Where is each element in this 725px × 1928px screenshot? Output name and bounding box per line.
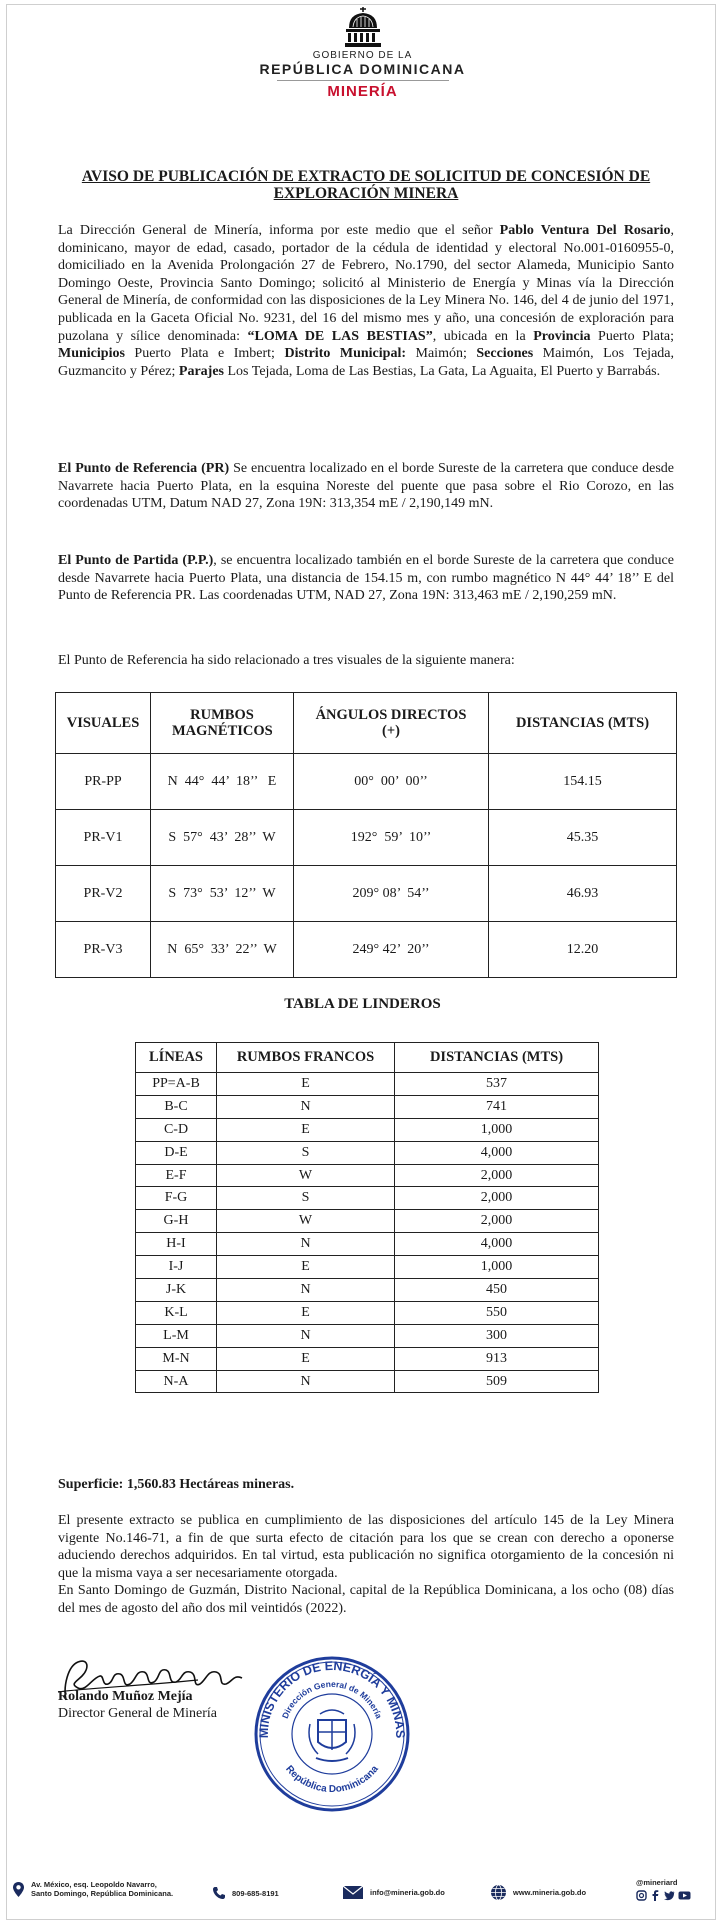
bearing-cell: E [217,1073,395,1096]
table-row [136,1301,599,1324]
line-cell: E-F [136,1164,217,1187]
line-cell: G-H [136,1210,217,1233]
globe-icon [490,1884,507,1901]
table-row [136,1324,599,1347]
table-row [136,1073,599,1096]
bearing-cell: S [217,1141,395,1164]
table-row: PR-V1 S 57° 43’ 28’’ W 192° 59’ 10’’ 45.35 [56,810,677,866]
col-lineas: LÍNEAS [136,1043,217,1073]
line-cell: PP=A-B [136,1073,217,1096]
ministry-name: MINERÍA [327,83,398,100]
bearing-cell: N [217,1279,395,1302]
distance-cell: 4,000 [395,1141,599,1164]
closing-text: El presente extracto se publica en cumplimiento de las disposiciones del artículo 145 de la Ley Minera vigente No.146-71, a fin de que surta efecto de citación para los que se crean con derecho a oponerse aduciendo derechos adquiridos. En tal virtud, esta publicación no significa otorgamiento de la concesión ni que la misma vaya a ser necesariamente otorgada. [58,1513,674,1581]
place-date-text: En Santo Domingo de Guzmán, Distrito Nacional, capital de la República Dominicana, a los ocho (08) días del mes de agosto del año dos mil veintidós (2022). [58,1583,674,1616]
line-cell: F-G [136,1187,217,1210]
distance-cell: 1,000 [395,1118,599,1141]
title-line-2: EXPLORACIÓN MINERA [273,185,459,202]
bearing-cell: W [217,1164,395,1187]
table-row [136,1370,599,1393]
header-divider [277,80,449,81]
p1-text-a: La Dirección General de Minería, informa por este medio que el señor [58,223,500,238]
p1-text-m: Maimón, Los Tejada, Guzmancito y Pérez; [58,346,674,379]
email-icon [342,1885,364,1900]
table-row: PR-V3 N 65° 33’ 22’’ W 249° 42’ 20’’ 12.20 [56,922,677,978]
table-row [136,1210,599,1233]
distance-cell: 300 [395,1324,599,1347]
sections-label: Secciones [476,346,534,362]
reference-point-paragraph [58,460,674,513]
bearing-cell: E [217,1118,395,1141]
title-line-1: AVISO DE PUBLICACIÓN DE EXTRACTO DE SOLICITUD DE CONCESIÓN DE [81,168,651,185]
starting-point-label: El Punto de Partida (P.P.) [58,553,214,568]
government-logo-icon [341,6,385,48]
footer [0,1880,725,1910]
reference-point-label: El Punto de Referencia (PR) [58,461,230,476]
gov-line-2: REPÚBLICA DOMINICANA [259,61,466,77]
applicant-name: Pablo Ventura Del Rosario [499,223,671,238]
distance-cell: 1,000 [395,1256,599,1279]
closing-paragraph [58,1512,674,1618]
reference-point-text: Se encuentra localizado en el borde Sureste de la carretera que conduce desde Navarrete hacia Puerto Plata, en la esquina Noreste del puente que pasa sobre el Rio Corozo, en las coordenadas UTM, Datum NAD 27, Zona 19N: 313,354 mE / 2,190,149 mN. [58,461,674,512]
signatory-role: Director General de Minería [58,1706,217,1721]
line-cell: N-A [136,1370,217,1393]
official-seal-stamp [252,1654,412,1814]
table-row: PR-V2 S 73° 53’ 12’’ W 209° 08’ 54’’ 46.93 [56,866,677,922]
bearing-cell: N [217,1095,395,1118]
starting-point-text: , se encuentra localizado también en el borde Sureste de la carretera que conduce desde Navarrete hacia Puerto Plata, una distancia de 154.15 m, con rumbo magnético N 44° 44’ 18’’ E del Punto de Referencia PR. Las coordenadas UTM, NAD 27, Zona 19N: 313,463 mE / 2,190,259 mN. [58,553,674,604]
bearing-cell: E [217,1301,395,1324]
bearing-cell: N [217,1370,395,1393]
svg-text:Dirección General de Minería: Dirección General de Minería [279,1678,385,1720]
boundaries-table [135,1042,599,1393]
boundaries-table-title: TABLA DE LINDEROS [284,996,441,1012]
municipal-district-label: Distrito Municipal: [284,346,406,362]
social-handle[interactable]: @mineriard [636,1878,678,1887]
table-row [136,1187,599,1210]
header [0,6,725,100]
col-distancias: DISTANCIAS (MTS) [489,693,677,754]
bearing-cell: E [217,1256,395,1279]
email-address[interactable]: info@mineria.gob.do [370,1888,445,1897]
gov-line-1: GOBIERNO DE LA [312,50,413,61]
twitter-icon[interactable] [664,1890,675,1901]
instagram-icon[interactable] [636,1890,647,1901]
footer-address [12,1880,173,1898]
distance-cell: 550 [395,1301,599,1324]
table-row [136,1233,599,1256]
distance-cell: 2,000 [395,1210,599,1233]
surface-line [58,1476,674,1494]
signature-block [58,1688,217,1722]
p1-text-i: Puerto Plata e Imbert; [124,346,285,362]
p1-text-g: Puerto Plata; [590,328,674,344]
distance-cell: 537 [395,1073,599,1096]
website-url[interactable]: www.mineria.gob.do [513,1888,587,1897]
line-cell: K-L [136,1301,217,1324]
line-cell: J-K [136,1279,217,1302]
visuals-intro-text: El Punto de Referencia ha sido relacionado a tres visuales de la siguiente manera: [58,653,515,668]
table-row [136,1118,599,1141]
line-cell: H-I [136,1233,217,1256]
bearing-cell: N [217,1324,395,1347]
signatory-name: Rolando Muñoz Mejía [58,1689,193,1704]
footer-email [342,1885,445,1900]
facebook-icon[interactable] [650,1890,661,1901]
bearing-cell: E [217,1347,395,1370]
address-line-2: Santo Domingo, República Dominicana. [31,1889,174,1898]
svg-text:República Dominicana: República Dominicana [283,1763,381,1796]
phone-icon [212,1886,226,1900]
distance-cell: 2,000 [395,1164,599,1187]
visuals-intro [58,652,674,670]
bearing-cell: W [217,1210,395,1233]
table-row [136,1279,599,1302]
table-row [136,1256,599,1279]
table-row: PR-PP N 44° 44’ 18’’ E 00° 00’ 00’’ 154.15 [56,754,677,810]
line-cell: M-N [136,1347,217,1370]
intro-paragraph [58,222,674,380]
col-distancias-mts: DISTANCIAS (MTS) [395,1043,599,1073]
col-angulos: ÁNGULOS DIRECTOS (+) [294,693,489,754]
col-rumbos: RUMBOS MAGNÉTICOS [151,693,294,754]
document-title [58,168,674,202]
svg-text:MINISTERIO DE ENERGÍA Y MINAS: MINISTERIO DE ENERGÍA Y MINAS [256,1658,408,1739]
table-row [136,1095,599,1118]
phone-number[interactable]: 809-685-8191 [232,1888,279,1898]
distance-cell: 913 [395,1347,599,1370]
distance-cell: 4,000 [395,1233,599,1256]
table-header-row [56,693,677,754]
distance-cell: 509 [395,1370,599,1393]
visuals-table [55,692,677,978]
line-cell: B-C [136,1095,217,1118]
distance-cell: 2,000 [395,1187,599,1210]
bearing-cell: N [217,1233,395,1256]
p1-text-o: Los Tejada, Loma de Las Bestias, La Gata, La Aguaita, El Puerto y Barrabás. [224,363,661,379]
p1-text-c: , dominicano, mayor de edad, casado, portador de la cédula de identidad y electoral No.001-0160955-0, domiciliado en la Avenida Prolongación 27 de Febrero, No.1790, del sector Alameda, Municipio Santo Domingo Oeste, Provincia Santo Domingo; solicitó al Ministerio de Energía y Minas vía la Dirección General de Minería, de conformidad con las disposiciones de la Ley Minera No. 146, del 4 de junio del 1971, publicada en la Gaceta Oficial No. 9231, del 16 del mismo mes y año, una concesión de exploración para puzolana y sílice denominada: [58,223,674,344]
distance-cell: 741 [395,1095,599,1118]
youtube-icon[interactable] [678,1890,691,1901]
table-row [136,1164,599,1187]
line-cell: L-M [136,1324,217,1347]
municipalities-label: Municipios [58,346,125,362]
address-line-1: Av. México, esq. Leopoldo Navarro, [31,1880,157,1889]
line-cell: C-D [136,1118,217,1141]
col-rumbos-francos: RUMBOS FRANCOS [217,1043,395,1073]
province-label: Provincia [533,328,591,344]
surface-text: Superficie: 1,560.83 Hectáreas mineras. [58,1477,295,1492]
footer-social [636,1878,691,1901]
distance-cell: 450 [395,1279,599,1302]
line-cell: D-E [136,1141,217,1164]
col-visuales: VISUALES [56,693,151,754]
bearing-cell: S [217,1187,395,1210]
table-header-row [136,1043,599,1073]
location-pin-icon [12,1881,25,1898]
p1-text-e: , ubicada en la [432,328,534,344]
table-row [136,1141,599,1164]
footer-web [490,1884,586,1901]
starting-point-paragraph [58,552,674,605]
places-label: Parajes [178,363,224,379]
concession-name: “LOMA DE LAS BESTIAS” [247,328,433,344]
line-cell: I-J [136,1256,217,1279]
footer-phone [212,1886,279,1900]
p1-text-k: Maimón; [406,346,477,362]
table-row [136,1347,599,1370]
